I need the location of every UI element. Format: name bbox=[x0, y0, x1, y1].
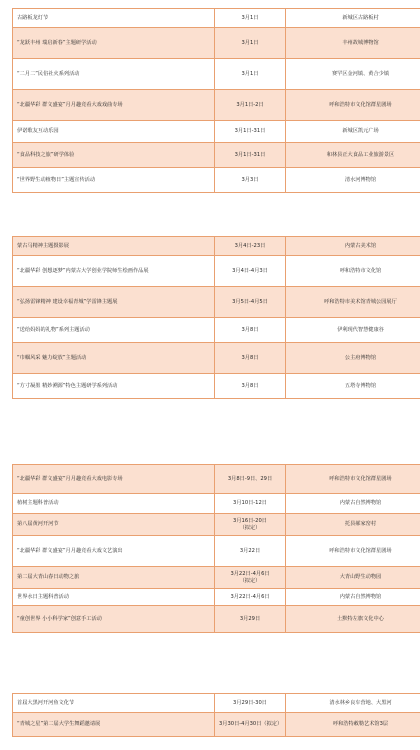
table-row bbox=[13, 374, 420, 399]
event-name: 植树主题科普活动 bbox=[13, 494, 215, 514]
table-row bbox=[13, 121, 420, 143]
event-venue: 清水林乡良车营地、大黑河 bbox=[286, 694, 420, 713]
event-name: “北疆华彩 群文盛宴”月月趣竞看大戏戏曲专场 bbox=[13, 90, 215, 121]
event-table-2 bbox=[12, 236, 420, 399]
event-date-value: 3月22日-4月6日 bbox=[230, 571, 270, 578]
event-venue: 呼和浩特市文化馆群星剧场 bbox=[286, 90, 420, 121]
table-row bbox=[13, 694, 420, 713]
event-venue: 五塔寺博物馆 bbox=[286, 374, 420, 399]
event-table-1 bbox=[12, 8, 420, 193]
event-table-3 bbox=[12, 464, 420, 633]
event-name: “青城之星”第二届大学生舞蹈邀请展 bbox=[13, 713, 215, 737]
event-date: 3月1日-31日 bbox=[215, 121, 286, 143]
event-venue: 内蒙古自然博物馆 bbox=[286, 494, 420, 514]
event-venue: 新城区古路板村 bbox=[286, 9, 420, 28]
event-venue: 内蒙古自然博物馆 bbox=[286, 589, 420, 606]
event-date: 3月4日-23日 bbox=[215, 237, 286, 256]
event-date: 3月5日-4月5日 bbox=[215, 287, 286, 318]
event-venue: 呼和浩特市文化馆群星剧场 bbox=[286, 465, 420, 494]
table-row bbox=[13, 318, 420, 343]
event-name: 第八届黄河开河节 bbox=[13, 514, 215, 536]
event-venue: 呼和浩特市文化馆 bbox=[286, 256, 420, 287]
event-name: “送给妈妈的礼物”系列主题活动 bbox=[13, 318, 215, 343]
event-date: 3月1日 bbox=[215, 9, 286, 28]
event-name: “弘扬雷锋精神 建设幸福青城”学雷锋主题展 bbox=[13, 287, 215, 318]
event-name: “北疆华彩 群文盛宴”月月趣竞看大戏文艺演出 bbox=[13, 536, 215, 567]
event-venue: 呼和浩特市文化馆群星剧场 bbox=[286, 536, 420, 567]
event-name: 蒙古马精神主题摄影展 bbox=[13, 237, 215, 256]
event-name: “巾帼风采 魅力绽放”主题活动 bbox=[13, 343, 215, 374]
event-date-value: 3月16日-20日 bbox=[233, 518, 267, 525]
table-row bbox=[13, 494, 420, 514]
event-date: 3月1日 bbox=[215, 28, 286, 59]
event-name: “二月二”民俗社火系列活动 bbox=[13, 59, 215, 90]
table-row bbox=[13, 168, 420, 193]
event-venue: 内蒙古美术馆 bbox=[286, 237, 420, 256]
event-date: 3月29日-30日 bbox=[215, 694, 286, 713]
table-row bbox=[13, 567, 420, 589]
table-row bbox=[13, 59, 420, 90]
table-row bbox=[13, 514, 420, 536]
event-venue: 土默特左旗文化中心 bbox=[286, 606, 420, 633]
table-row bbox=[13, 287, 420, 318]
event-venue: 公主府博物馆 bbox=[286, 343, 420, 374]
event-name: “世界野生动植物日”主题宣传活动 bbox=[13, 168, 215, 193]
table-row bbox=[13, 143, 420, 168]
table-row bbox=[13, 536, 420, 567]
event-date: 3月1日-31日 bbox=[215, 143, 286, 168]
event-table-4 bbox=[12, 693, 420, 737]
event-date: 3月30日-4月30日（拟定） bbox=[215, 713, 286, 737]
event-name: 世界水日主题科普活动 bbox=[13, 589, 215, 606]
event-name: 古路板龙灯节 bbox=[13, 9, 215, 28]
event-name: “龙跃丰州 瑞启新春”主题研学活动 bbox=[13, 28, 215, 59]
event-venue: 丰州故城博物馆 bbox=[286, 28, 420, 59]
event-date: 3月8日 bbox=[215, 318, 286, 343]
event-name: 第二届大青山春日动物之旅 bbox=[13, 567, 215, 589]
event-date: 3月22日-4月6日 bbox=[215, 589, 286, 606]
event-date bbox=[215, 567, 286, 589]
event-venue: 清水河博物馆 bbox=[286, 168, 420, 193]
event-venue: 伊利现代智慧健康谷 bbox=[286, 318, 420, 343]
event-date: 3月29日 bbox=[215, 606, 286, 633]
event-date: 3月4日-4月3日 bbox=[215, 256, 286, 287]
event-date: 3月8日-9日、29日 bbox=[215, 465, 286, 494]
table-row bbox=[13, 90, 420, 121]
event-date: 3月8日 bbox=[215, 374, 286, 399]
event-date: 3月3日 bbox=[215, 168, 286, 193]
event-date-note: （拟定） bbox=[239, 577, 261, 584]
event-venue: 大青山野生动物园 bbox=[286, 567, 420, 589]
event-venue: 呼和浩特敕勒艺术馆3层 bbox=[286, 713, 420, 737]
event-venue: 和林县正大食品工业旅游景区 bbox=[286, 143, 420, 168]
event-venue: 托县郝家窑村 bbox=[286, 514, 420, 536]
event-date-note: （拟定） bbox=[239, 524, 261, 531]
table-row bbox=[13, 9, 420, 28]
event-name: “食品科技之旅”研学体验 bbox=[13, 143, 215, 168]
event-date: 3月1日 bbox=[215, 59, 286, 90]
event-date: 3月1日-2日 bbox=[215, 90, 286, 121]
event-venue: 赛罕区金河镇、黄合少镇 bbox=[286, 59, 420, 90]
event-name: 首届大黑河开河鱼文化节 bbox=[13, 694, 215, 713]
event-date: 3月8日 bbox=[215, 343, 286, 374]
event-date: 3月10日-12日 bbox=[215, 494, 286, 514]
event-name: “北疆华彩 创想逐梦”内蒙古大学创业学院师生绘画作品展 bbox=[13, 256, 215, 287]
table-row bbox=[13, 343, 420, 374]
event-date: 3月22日 bbox=[215, 536, 286, 567]
event-name: 伊诺歌友互动乐园 bbox=[13, 121, 215, 143]
table-row bbox=[13, 589, 420, 606]
event-venue: 呼和浩特市美术馆青城公园展厅 bbox=[286, 287, 420, 318]
event-name: “方寸凝墨 精妙溯源”特色主题研学系列活动 bbox=[13, 374, 215, 399]
event-name: “北疆华彩 群文盛宴”月月趣竞看大戏电影专场 bbox=[13, 465, 215, 494]
event-date bbox=[215, 514, 286, 536]
table-row bbox=[13, 256, 420, 287]
event-venue: 新城区凯元广场 bbox=[286, 121, 420, 143]
event-name: “童创世界 小小科学家”创意手工活动 bbox=[13, 606, 215, 633]
table-row bbox=[13, 237, 420, 256]
table-row bbox=[13, 465, 420, 494]
table-row bbox=[13, 28, 420, 59]
table-row bbox=[13, 606, 420, 633]
table-row bbox=[13, 713, 420, 737]
